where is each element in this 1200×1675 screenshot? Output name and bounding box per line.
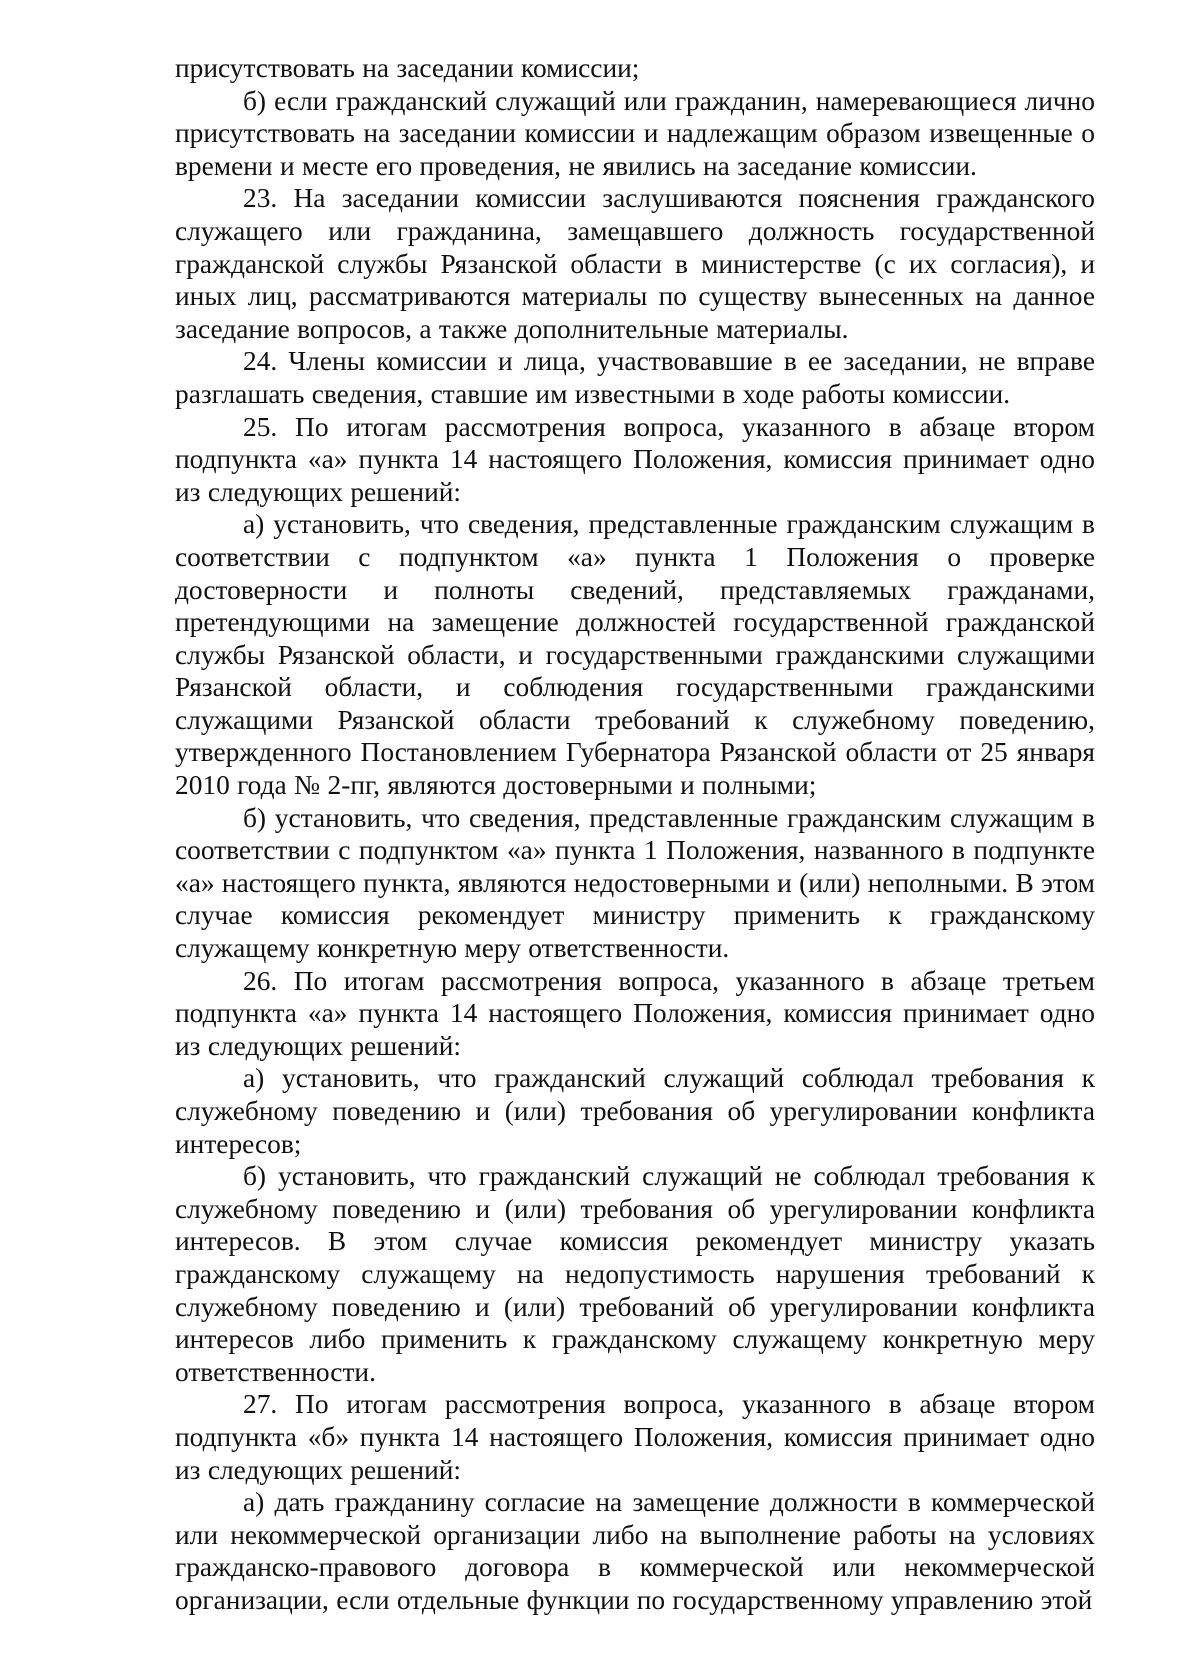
paragraph-item-27-a: а) дать гражданину согласие на замещение должности в коммерческой или некоммерческой организации либо на выполнение работы на условиях гражданско-правового договора в коммерческой или некоммерческой организации, если отдельные функции по государственному управлению этой: [175, 1487, 1095, 1615]
paragraph-item-25: 25. По итогам рассмотрения вопроса, указанного в абзаце втором подпункта «а» пункта 14 настоящего Положения, комиссия принимает одно из следующих решений:: [175, 411, 1095, 507]
text-column: [175, 52, 1095, 1617]
paragraph-item-27: 27. По итогам рассмотрения вопроса, указанного в абзаце втором подпункта «б» пункта 14 настоящего Положения, комиссия принимает одно из следующих решений:: [175, 1389, 1095, 1485]
paragraph-item-26: 26. По итогам рассмотрения вопроса, указанного в абзаце третьем подпункта «а» пункта 14 настоящего Положения, комиссия принимает одно из следующих решений:: [175, 965, 1095, 1061]
paragraph-item-24: 24. Члены комиссии и лица, участвовавшие в ее заседании, не вправе разглашать сведения, ставшие им известными в ходе работы комиссии.: [175, 346, 1095, 409]
paragraph-item-23: 23. На заседании комиссии заслушиваются пояснения гражданского служащего или гражданина, замещавшего должность государственной гражданской службы Рязанской области в министерстве (с их согласия), и иных лиц, рассматриваются материалы по существу вынесенных на данное заседание вопросов, а также дополнительные материалы.: [175, 183, 1095, 344]
paragraph-item-25-a: а) установить, что сведения, представленные гражданским служащим в соответствии с подпунктом «а» пункта 1 Положения о проверке достоверности и полноты сведений, представляемых гражданами, претендующими на замещение должностей государственной гражданской службы Рязанской области, и государственными гражданскими служащими Рязанской области, и соблюдения государственными гражданскими служащими Рязанской области требований к служебному поведению, утвержденного Постановлением Губернатора Рязанской области от 25 января 2010 года № 2-пг, являются достоверными и полными;: [175, 509, 1095, 801]
paragraph-continuation: присутствовать на заседании комиссии;: [175, 53, 640, 83]
paragraph-item-26-a: а) установить, что гражданский служащий соблюдал требования к служебному поведению и (или) требования об урегулировании конфликта интересов;: [175, 1063, 1095, 1159]
paragraph-item-26-b: б) установить, что гражданский служащий не соблюдал требования к служебному поведению и (или) требования об урегулировании конфликта интересов. В этом случае комиссия рекомендует министру указать гражданскому служащему на недопустимость нарушения требований к служебному поведению и (или) требований об урегулировании конфликта интересов либо применить к гражданскому служащему конкретную меру ответственности.: [175, 1161, 1095, 1387]
paragraph-item-25-b: б) установить, что сведения, представленные гражданским служащим в соответствии с подпунктом «а» пункта 1 Положения, названного в подпункте «а» настоящего пункта, являются недостоверными и (или) неполными. В этом случае комиссия рекомендует министру применить к гражданскому служащему конкретную меру ответственности.: [175, 802, 1095, 964]
paragraph-subitem-b-absence: б) если гражданский служащий или гражданин, намеревающиеся лично присутствовать на заседании комиссии и надлежащим образом извещенные о времени и месте его проведения, не явились на заседание комиссии.: [175, 85, 1095, 181]
